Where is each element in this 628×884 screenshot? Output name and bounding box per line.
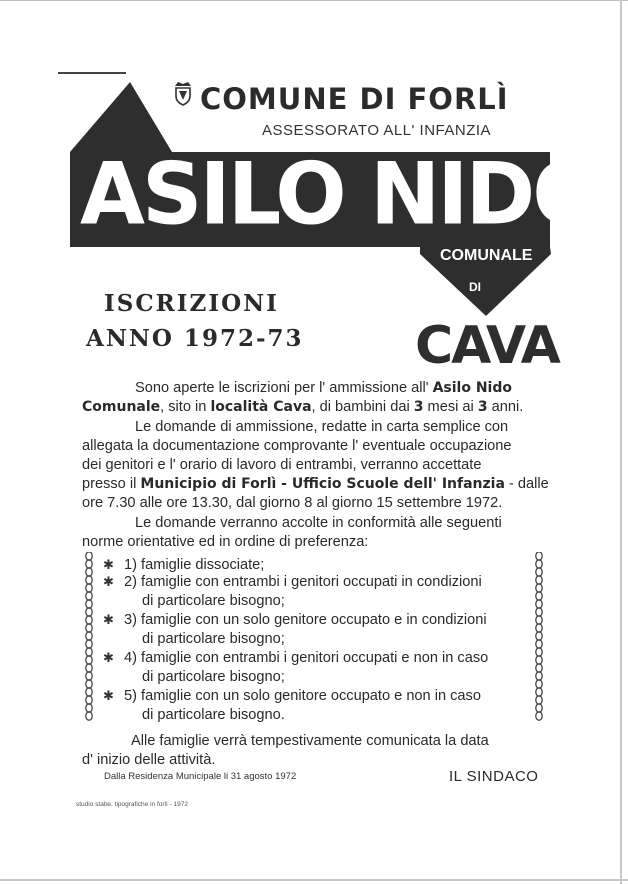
printer-credit: studio stabe. tipografiche in forlì - 1972 — [76, 801, 189, 808]
chain-link — [536, 592, 542, 600]
coat-of-arms-icon — [173, 80, 193, 106]
chain-link — [536, 624, 542, 632]
list-item: 2) famiglie con entrambi i genitori occupati in condizioni — [124, 574, 482, 590]
p1-l1-bold: Asilo Nido — [432, 380, 512, 396]
p1-l2-t3: mesi ai — [423, 399, 478, 415]
chain-link — [86, 576, 92, 584]
chain-link — [536, 704, 542, 712]
chain-link — [86, 656, 92, 664]
list-item: 4) famiglie con entrambi i genitori occupati e non in caso — [124, 650, 489, 666]
asilo-nido-title: ASILO NIDO — [80, 144, 601, 244]
p1-l2-b4: 3 — [477, 399, 488, 415]
residenza-date: Dalla Residenza Municipale li 31 agosto 1972 — [104, 771, 297, 782]
p1-l2-t4: anni. — [487, 399, 524, 415]
chain-link — [536, 712, 542, 720]
chain-border-right — [534, 552, 544, 724]
p1-l2-b1: Comunale — [82, 399, 161, 415]
chain-link — [86, 616, 92, 624]
chain-link — [536, 576, 542, 584]
body-paragraph-1-line-2 — [82, 398, 523, 417]
chain-link — [536, 656, 542, 664]
chain-link — [536, 680, 542, 688]
chain-link — [536, 608, 542, 616]
list-item-continuation: di particolare bisogno; — [142, 631, 285, 647]
chain-link — [86, 640, 92, 648]
chain-link — [536, 560, 542, 568]
p2-l4-bold: Municipio di Forlì - Ufficio Scuole dell' Infanzia — [140, 476, 505, 492]
body-paragraph-2-line-4 — [82, 475, 549, 494]
body-paragraph-2-line-3: dei genitori e l' orario di lavoro di entrambi, verranno accettate — [82, 457, 482, 473]
chain-link — [86, 560, 92, 568]
chain-link — [536, 600, 542, 608]
comune-title: COMUNE DI FORLÌ — [200, 82, 509, 116]
chain-link — [536, 552, 542, 560]
chain-link — [536, 568, 542, 576]
p2-l4-pre: presso il — [82, 476, 141, 492]
p1-l2-t2: , di bambini dai — [311, 399, 414, 415]
body-paragraph-2-line-5: ore 7.30 alle ore 13.30, dal giorno 8 al giorno 15 settembre 1972. — [82, 495, 503, 511]
chain-border-left — [84, 552, 94, 724]
list-item: 1) famiglie dissociate; — [124, 557, 265, 573]
list-item: 3) famiglie con un solo genitore occupato e in condizioni — [124, 612, 487, 628]
body-paragraph-3-line-2: norme orientative ed in ordine di preferenza: — [82, 534, 369, 550]
iscrizioni-heading: ISCRIZIONI — [104, 290, 279, 317]
p1-l1-text: Sono aperte le iscrizioni per l' ammissione all' — [135, 380, 433, 396]
comunale-label: COMUNALE — [440, 247, 533, 264]
chain-link — [86, 632, 92, 640]
chain-link — [86, 696, 92, 704]
chain-link — [86, 608, 92, 616]
chain-link — [536, 584, 542, 592]
chain-link — [86, 552, 92, 560]
chain-link — [86, 584, 92, 592]
di-label: DI — [469, 280, 481, 294]
chain-link — [536, 688, 542, 696]
chain-link — [86, 704, 92, 712]
list-item-continuation: di particolare bisogno; — [142, 669, 285, 685]
body-paragraph-3-line-1: Le domande verranno accolte in conformità alle seguenti — [135, 515, 502, 531]
asterisk-bullet-icon: ✱ — [103, 689, 114, 704]
body-paragraph-1-line-1 — [135, 379, 512, 398]
asterisk-bullet-icon: ✱ — [103, 575, 114, 590]
chain-link — [86, 672, 92, 680]
chain-link — [86, 648, 92, 656]
p1-l2-b3: 3 — [413, 399, 424, 415]
list-item-continuation: di particolare bisogno; — [142, 593, 285, 609]
chain-link — [536, 696, 542, 704]
list-item: 5) famiglie con un solo genitore occupato e non in caso — [124, 688, 481, 704]
closing-line-1: Alle famiglie verrà tempestivamente comunicata la data — [131, 733, 489, 749]
chain-link — [86, 592, 92, 600]
body-paragraph-2-line-1: Le domande di ammissione, redatte in carta semplice con — [135, 419, 509, 435]
p1-l2-t1: , sito in — [160, 399, 211, 415]
cava-title: CAVA — [415, 316, 559, 376]
body-paragraph-2-line-2: allegata la documentazione comprovante l' eventuale occupazione — [82, 438, 512, 454]
chain-link — [86, 712, 92, 720]
chain-link — [536, 616, 542, 624]
asterisk-bullet-icon: ✱ — [103, 558, 114, 573]
asterisk-bullet-icon: ✱ — [103, 613, 114, 628]
chain-link — [86, 600, 92, 608]
assessorato-subtitle: ASSESSORATO ALL' INFANZIA — [262, 122, 492, 139]
sindaco-signature: IL SINDACO — [449, 768, 539, 785]
p1-l2-b2: località Cava — [210, 399, 312, 415]
chain-link — [536, 632, 542, 640]
list-item-continuation: di particolare bisogno. — [142, 707, 285, 723]
banner-roof — [70, 82, 172, 152]
chain-link — [536, 664, 542, 672]
p2-l4-post: - dalle — [504, 476, 549, 492]
chain-link — [86, 664, 92, 672]
chain-link — [536, 640, 542, 648]
anno-heading: ANNO 1972-73 — [86, 325, 304, 352]
closing-line-2: d' inizio delle attività. — [82, 752, 216, 768]
chain-link — [86, 624, 92, 632]
chain-link — [86, 688, 92, 696]
chain-link — [86, 680, 92, 688]
chain-link — [86, 568, 92, 576]
chain-link — [536, 648, 542, 656]
asterisk-bullet-icon: ✱ — [103, 651, 114, 666]
chain-link — [536, 672, 542, 680]
